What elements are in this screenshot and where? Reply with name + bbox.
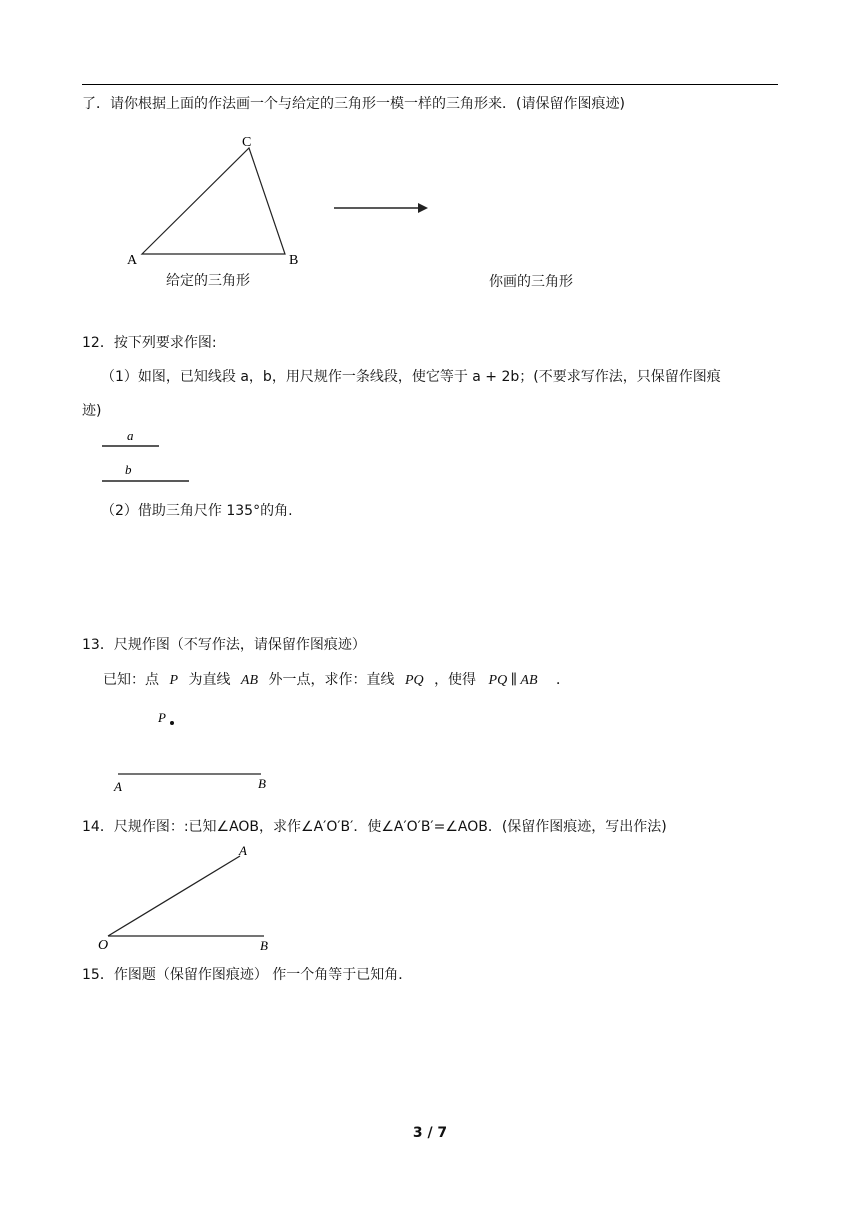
caption-given-triangle: 给定的三角形 [166,273,250,289]
segment-a-label: a [127,428,134,443]
segment-b-label: b [125,462,132,477]
q13-given [103,669,570,689]
q11-text: 了．请你根据上面的作法画一个与给定的三角形一模一样的三角形来．(请保留作图痕迹) [82,96,625,112]
q13-mid3: ，使得 [434,672,477,688]
point-b-label: B [258,776,266,791]
vertex-b-label: B [260,938,268,953]
q13-given-prefix: 已知：点 [103,672,159,688]
label-b: B [289,253,299,268]
q13-mid2: 外一点，求作：直线 [268,672,395,688]
label-a: A [127,253,138,268]
q13-pq-parallel-ab: PQ ∥ AB [488,673,538,688]
vertex-a-label: A [239,843,247,858]
q13-mid1: 为直线 [188,672,231,688]
label-c: C [242,135,252,150]
triangle-abc [142,148,285,254]
point-p-dot [170,721,174,725]
q12-segments-figure [100,426,200,488]
q12-part1-line2: 迹) [82,403,102,419]
q15-title: 15．作图题（保留作图痕迹） 作一个角等于已知角． [82,967,413,983]
q14-title: 14．尺规作图：:已知∠AOB，求作∠A′O′B′．使∠A′O′B′=∠AOB．(保留作图痕迹，写出作法) [82,819,667,835]
point-p-label: P [158,710,166,725]
q11-figure [110,128,610,288]
vertex-o-label: O [98,938,109,953]
q13-ab: AB [240,673,259,688]
q12-title: 12．按下列要求作图: [82,335,217,351]
q13-p: P [169,673,179,688]
page-number: 3 / 7 [412,1125,448,1141]
point-a-label: A [114,779,122,794]
q13-figure [108,706,288,798]
q12-part2: （2）借助三角尺作 135°的角. [101,503,293,519]
caption-your-triangle: 你画的三角形 [489,274,573,290]
q13-end: ． [555,672,570,688]
q14-figure [96,838,286,958]
q13-title: 13．尺规作图（不写作法，请保留作图痕迹） [82,637,366,653]
arrow-head-icon [418,203,428,213]
ray-oa [108,856,240,936]
q12-part1-line1: （1）如图，已知线段 a，b，用尺规作一条线段，使它等于 a + 2b；(不要求写作法，只保留作图痕 [101,369,721,385]
header-rule [82,84,778,85]
q13-pq: PQ [404,673,424,688]
